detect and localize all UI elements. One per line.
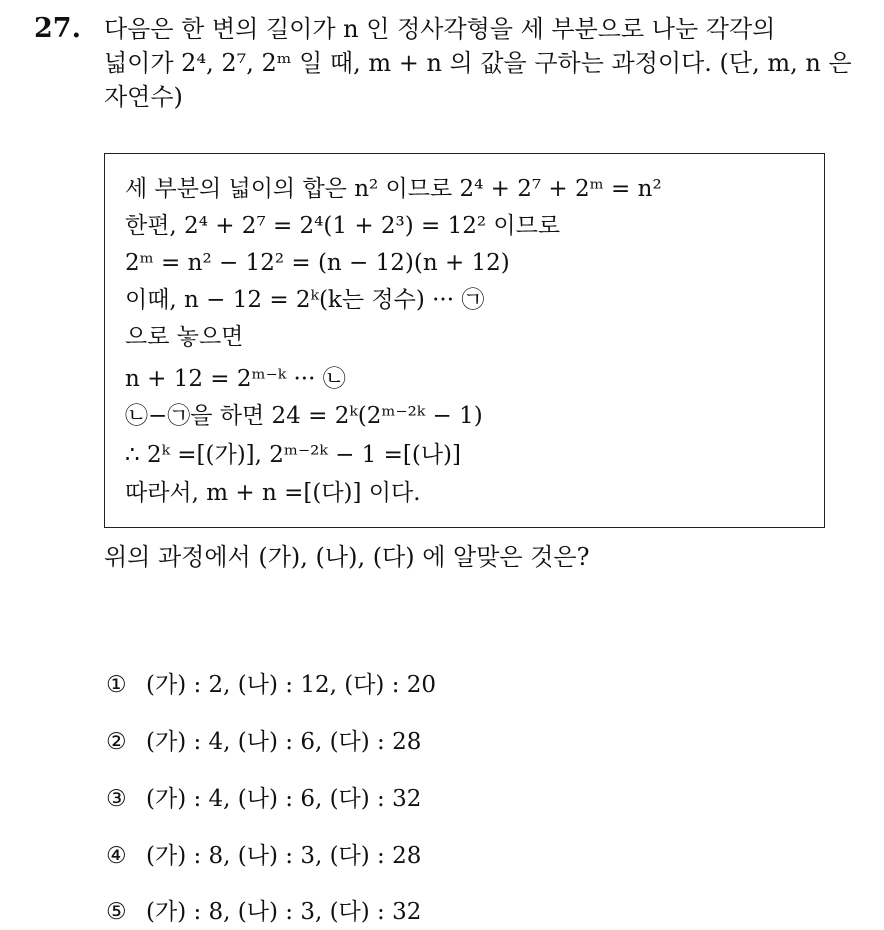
choice-marker: ② — [106, 729, 127, 755]
choice-2[interactable] — [106, 726, 421, 758]
choice-text: (가) : 2, (나) : 12, (다) : 20 — [146, 672, 437, 698]
choice-marker: ① — [106, 672, 127, 698]
choice-text: (가) : 8, (나) : 3, (다) : 32 — [146, 899, 422, 925]
question-prompt: 위의 과정에서 (가), (나), (다) 에 알맞은 것은? — [104, 543, 590, 571]
choice-text: (가) : 8, (나) : 3, (다) : 28 — [146, 843, 422, 869]
process-line-2: 한편, 2⁴ + 2⁷ = 2⁴(1 + 2³) = 12² 이므로 — [125, 213, 561, 239]
solution-process-box — [104, 153, 825, 528]
question-stem — [104, 12, 864, 114]
choice-5[interactable] — [106, 896, 421, 928]
stem-line-3: 자연수) — [104, 83, 183, 111]
process-line-5: 으로 놓으면 — [125, 324, 244, 350]
choice-4[interactable] — [106, 840, 421, 872]
choice-1[interactable] — [106, 669, 436, 701]
choice-text: (가) : 4, (나) : 6, (다) : 32 — [146, 786, 422, 812]
process-line-9: 따라서, m + n =[(다)] 이다. — [125, 480, 421, 506]
question-number: 27. — [34, 13, 81, 44]
process-line-3: 2ᵐ = n² − 12² = (n − 12)(n + 12) — [125, 250, 510, 276]
choice-marker: ③ — [106, 786, 127, 812]
process-line-6: n + 12 = 2ᵐ⁻ᵏ ··· ㉡ — [125, 366, 346, 392]
process-line-1: 세 부분의 넓이의 합은 n² 이므로 2⁴ + 2⁷ + 2ᵐ = n² — [125, 176, 662, 202]
choice-3[interactable] — [106, 783, 421, 815]
stem-line-2: 넓이가 2⁴, 2⁷, 2ᵐ 일 때, m + n 의 값을 구하는 과정이다. (단, m, n 은 — [104, 49, 852, 77]
process-line-8: ∴ 2ᵏ =[(가)], 2ᵐ⁻²ᵏ − 1 =[(나)] — [125, 442, 461, 468]
choice-marker: ④ — [106, 843, 127, 869]
choice-text: (가) : 4, (나) : 6, (다) : 28 — [146, 729, 422, 755]
choice-marker: ⑤ — [106, 899, 127, 925]
stem-line-1: 다음은 한 변의 길이가 n 인 정사각형을 세 부분으로 나눈 각각의 — [104, 15, 776, 43]
process-line-7: ㉡−㉠을 하면 24 = 2ᵏ(2ᵐ⁻²ᵏ − 1) — [125, 403, 483, 429]
process-line-4: 이때, n − 12 = 2ᵏ(k는 정수) ··· ㉠ — [125, 287, 485, 313]
